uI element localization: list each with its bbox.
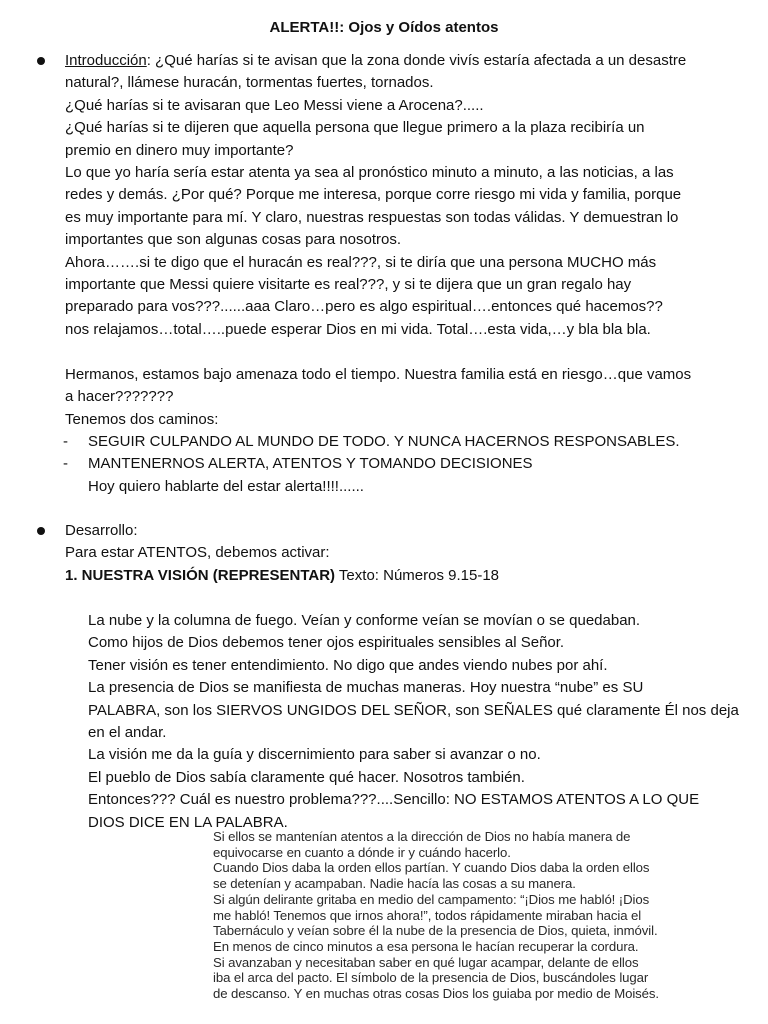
intro-line: importante que Messi quiere visitarte es real???, y si te dijera que un gran regalo hay bbox=[65, 276, 632, 294]
quote-line: En menos de cinco minutos a esa persona le hacían recuperar la cordura. bbox=[213, 938, 639, 954]
body-line: El pueblo de Dios sabía claramente qué hacer. Nosotros también. bbox=[88, 768, 525, 786]
dash-item-text: SEGUIR CULPANDO AL MUNDO DE TODO. Y NUNCA HACERNOS RESPONSABLES. bbox=[88, 432, 680, 450]
quote-line: me habló! Tenemos que irnos ahora!”, todos rápidamente miraban hacia el bbox=[213, 907, 642, 923]
body-line: La visión me da la guía y discernimiento para saber si avanzar o no. bbox=[88, 746, 541, 764]
intro-section bbox=[65, 50, 745, 498]
intro-first-line-rest: : ¿Qué harías si te avisan que la zona donde vivís estaría afectada a un desastre bbox=[146, 52, 687, 69]
body-line: PALABRA, son los SIERVOS UNGIDOS DEL SEÑOR, son SEÑALES qué claramente Él nos deja bbox=[88, 701, 739, 719]
intro-line: natural?, llámese huracán, tormentas fuertes, tornados. bbox=[65, 74, 434, 92]
quote-line: equivocarse en cuanto a dónde ir y cuándo hacerlo. bbox=[213, 844, 511, 860]
quote-line: Si avanzaban y necesitaban saber en qué lugar acampar, delante de ellos bbox=[213, 954, 639, 970]
section-heading-bold: 1. NUESTRA VISIÓN (REPRESENTAR) bbox=[65, 566, 336, 584]
intro-line: Ahora…….si te digo que el huracán es real???, si te diría que una persona MUCHO más bbox=[65, 253, 657, 271]
bullet-desarrollo bbox=[37, 527, 45, 535]
quote-line: de descanso. Y en muchas otras cosas Dios los guiaba por medio de Moisés. bbox=[213, 986, 659, 1002]
dash-item-text: MANTENERNOS ALERTA, ATENTOS Y TOMANDO DECISIONES bbox=[88, 455, 533, 473]
intro-label: Introducción bbox=[65, 52, 147, 69]
blank-line bbox=[65, 341, 745, 363]
intro-line: premio en dinero muy importante? bbox=[65, 141, 294, 159]
quote-line: Si algún delirante gritaba en medio del campamento: “¡Dios me habló! ¡Dios bbox=[213, 891, 650, 907]
body-line: en el andar. bbox=[88, 724, 167, 742]
section-heading bbox=[65, 565, 745, 587]
intro-line: preparado para vos???......aaa Claro…pero es algo espiritual….entonces qué hacemos?? bbox=[65, 298, 663, 316]
intro-line: Hermanos, estamos bajo amenaza todo el tiempo. Nuestra familia está en riesgo…que vamos bbox=[65, 365, 692, 383]
body-line: Como hijos de Dios debemos tener ojos espirituales sensibles al Señor. bbox=[88, 634, 565, 652]
dash-marker: - bbox=[63, 432, 68, 450]
bullet-intro bbox=[37, 57, 45, 65]
section-heading-rest: Texto: Números 9.15-18 bbox=[335, 566, 500, 584]
body-line: La presencia de Dios se manifiesta de muchas maneras. Hoy nuestra “nube” es SU bbox=[88, 679, 644, 697]
desarrollo-section bbox=[65, 520, 745, 587]
quote-line: Cuando Dios daba la orden ellos partían. Y cuando Dios daba la orden ellos bbox=[213, 860, 650, 876]
intro-line: nos relajamos…total…..puede esperar Dios en mi vida. Total….esta vida,…y bla bla bla. bbox=[65, 320, 651, 338]
intro-line: es muy importante para mí. Y claro, nuestras respuestas son todas válidas. Y demuestran lo bbox=[65, 208, 679, 226]
quote-line: Tabernáculo y veían sobre él la nube de la presencia de Dios, quieta, inmóvil. bbox=[213, 923, 658, 939]
intro-line: redes y demás. ¿Por qué? Porque me interesa, porque corre riesgo mi vida y familia, porque bbox=[65, 186, 682, 204]
body-line: Entonces??? Cuál es nuestro problema???....Sencillo: NO ESTAMOS ATENTOS A LO QUE bbox=[88, 791, 700, 809]
intro-first-line bbox=[65, 50, 745, 72]
desarrollo-line: Para estar ATENTOS, debemos activar: bbox=[65, 544, 330, 562]
intro-line: ¿Qué harías si te avisaran que Leo Messi viene a Arocena?..... bbox=[65, 96, 484, 114]
document-title: ALERTA!!: Ojos y Oídos atentos bbox=[269, 19, 499, 36]
body-line: DIOS DICE EN LA PALABRA. bbox=[88, 813, 288, 831]
intro-closing: Hoy quiero hablarte del estar alerta!!!!...... bbox=[88, 477, 364, 495]
body-line: Tener visión es tener entendimiento. No digo que andes viendo nubes por ahí. bbox=[88, 656, 608, 674]
dash-item bbox=[65, 431, 745, 453]
intro-line: ¿Qué harías si te dijeren que aquella persona que llegue primero a la plaza recibiría un bbox=[65, 119, 645, 137]
body-line: La nube y la columna de fuego. Veían y conforme veían se movían o se quedaban. bbox=[88, 612, 641, 629]
quote-block bbox=[213, 829, 708, 1002]
quote-line: Si ellos se mantenían atentos a la dirección de Dios no había manera de bbox=[213, 829, 631, 844]
intro-line: Tenemos dos caminos: bbox=[65, 410, 219, 428]
intro-line: Lo que yo haría sería estar atenta ya sea al pronóstico minuto a minuto, a las noticias, a las bbox=[65, 164, 674, 182]
intro-line: importantes que son algunas cosas para nosotros. bbox=[65, 231, 402, 249]
dash-marker: - bbox=[63, 455, 68, 473]
quote-line: se detenían y acampaban. Nadie hacía las cosas a su manera. bbox=[213, 876, 576, 892]
desarrollo-body bbox=[88, 610, 753, 834]
desarrollo-label: Desarrollo: bbox=[65, 522, 138, 539]
dash-item bbox=[65, 453, 745, 475]
intro-line: a hacer??????? bbox=[65, 388, 174, 406]
quote-line: iba el arca del pacto. El símbolo de la presencia de Dios, buscándoles lugar bbox=[213, 970, 649, 986]
